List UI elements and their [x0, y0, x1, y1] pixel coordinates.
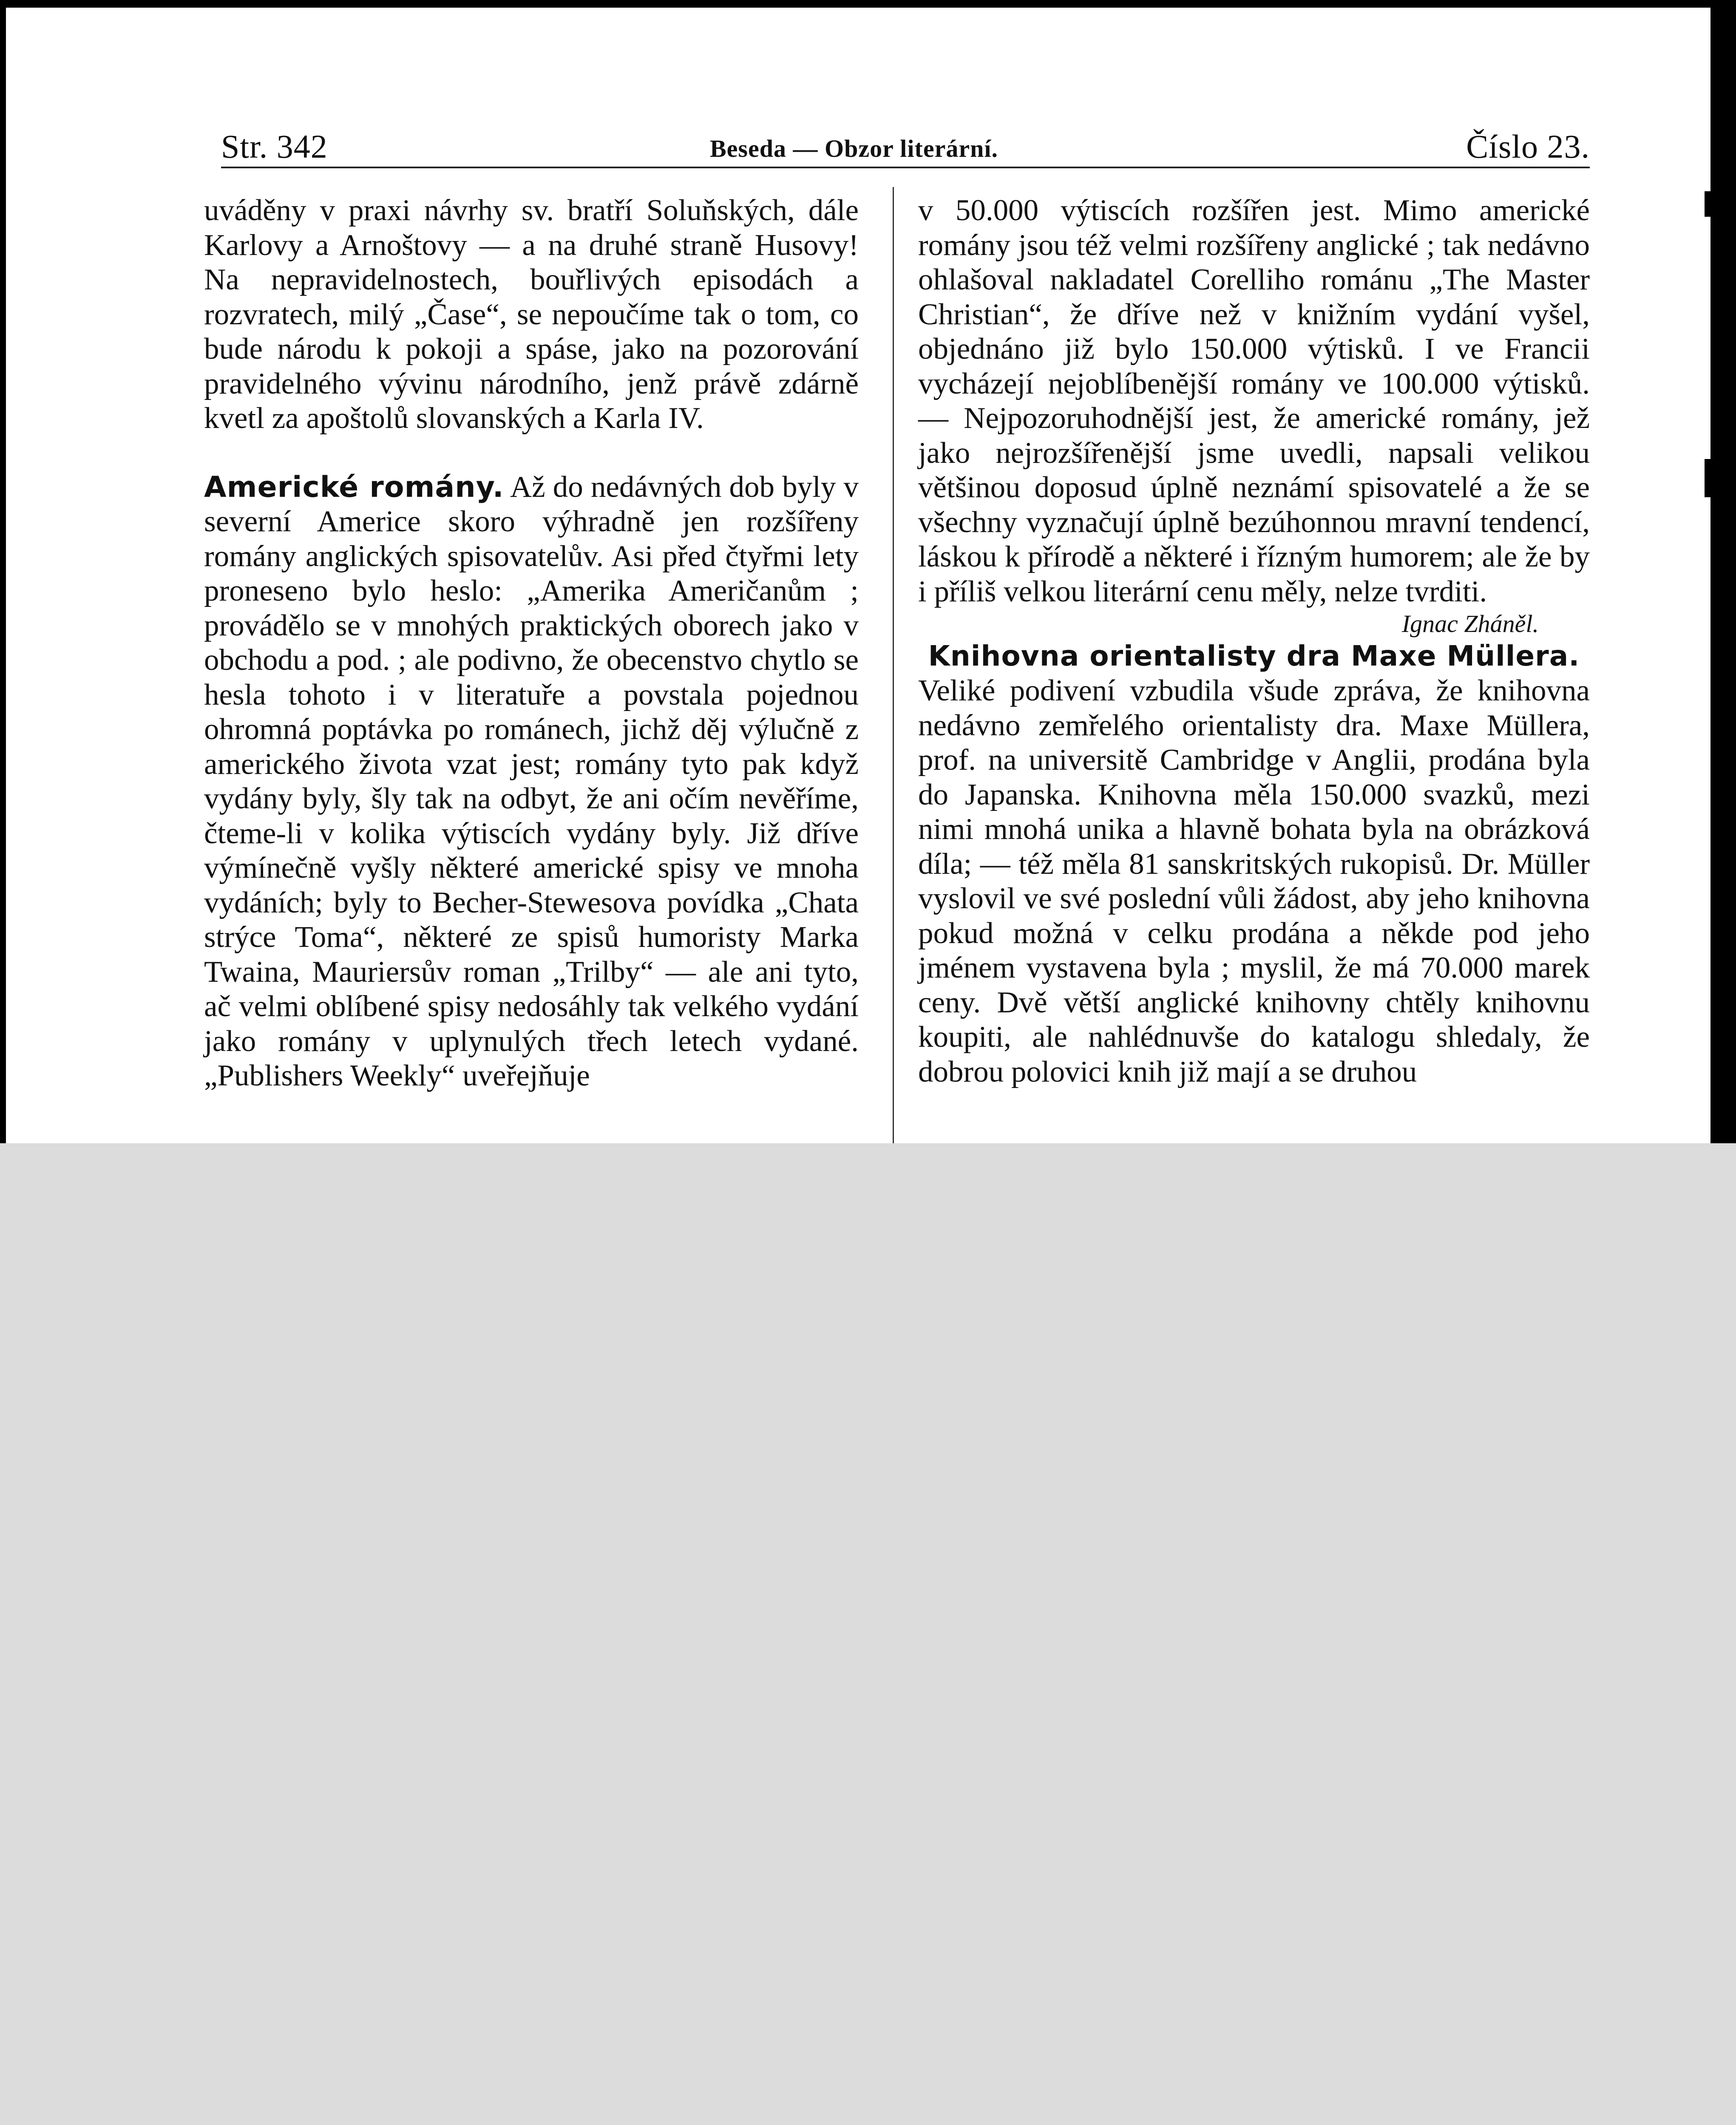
right-column	[918, 193, 1590, 1089]
paragraph: uváděny v praxi návrhy sv. bratří Soluňských, dále Karlovy a Arnoštovy — a na druhé straně Husovy! Na nepravidelnostech, bouřlivých episodách a rozvratech, milý „Čase“, se nepoučíme tak o tom, co bude národu k pokoji a spáse, jako na pozorování pravidelného vývinu národního, jenž právě zdárně kvetl za apoštolů slovanských a Karla IV.	[204, 194, 859, 435]
author-signature: Ignac Zháněl.	[1401, 610, 1539, 638]
page-header	[221, 119, 1590, 170]
paragraph-text: Až do nedávných dob byly v severní Americe skoro výhradně jen rozšířeny romány anglických spisovatelův. Asi před čtyřmi lety proneseno bylo heslo: „Amerika Američanům ; provádělo se v mnohých praktických oborech jako v obchodu a pod. ; ale podivno, že obecenstvo chytlo se hesla tohoto i v literatuře a povstala pojednou ohromná poptávka po románech, jichž děj výlučně z amerického života vzat jest; romány tyto pak když vydány byly, šly tak na odbyt, že ani očím nevěříme, čteme-li v kolika výtiscích vydány byly. Již dříve výmínečně vyšly některé americké spisy ve mnoha vydáních; byly to Becher-Stewesova povídka „Chata strýce Toma“, některé ze spisů humoristy Marka Twaina, Mauriersův roman „Trilby“ — ale ani tyto, ač velmi oblíbené spisy nedosáhly tak velkého vydání jako romány v uplynulých třech letech vydané. „Publishers Weekly“ uveřejňuje	[204, 470, 859, 1092]
issue-number: Číslo 23.	[1466, 128, 1590, 165]
paragraph-gap	[204, 436, 859, 470]
margin-mark	[1705, 191, 1714, 217]
running-title: Beseda — Obzor literární.	[710, 135, 998, 162]
margin-mark	[1705, 459, 1714, 497]
paragraph: v 50.000 výtiscích rozšířen jest. Mimo americké romány jsou též velmi rozšířeny anglické ; tak nedávno ohlašoval nakladatel Corelliho románu „The Master Christian“, že dříve než v knižním vydání vyšel, objednáno již bylo 150.000 výtisků. I ve Francii vycházejí nejoblíbenější romány ve 100.000 výtisků. — Nejpozoruhodnější jest, že americké romány, jež jako nejrozšířenější jsme uvedli, napsali velikou většinou doposud úplně neznámí spisovatelé a že se všechny vyznačují úplně bezúhonnou mravní tendencí, láskou k přírodě a některé i řízným humorem; ale že by i příliš velkou literární cenu měly, nelze tvrditi.	[918, 194, 1590, 608]
header-rule	[221, 167, 1590, 168]
column-divider	[893, 187, 894, 1143]
left-column	[204, 193, 859, 1094]
scan-border-right	[1710, 0, 1736, 1143]
article-heading: Knihovna orientalisty dra Maxe Müllera.	[928, 640, 1580, 672]
article-heading: Americké romány.	[204, 470, 504, 504]
article-americke-romany	[204, 470, 859, 1094]
scan-border-top	[0, 0, 1736, 8]
paragraph: Veliké podivení vzbudila všude zpráva, že knihovna nedávno zemřelého orientalisty dra. Maxe Müllera, prof. na universitě Cambridge v Anglii, prodána byla do Japanska. Knihovna měla 150.000 svazků, mezi nimi mnohá unika a hlavně bohata byla na obrázková díla; — též měla 81 sanskritských rukopisů. Dr. Müller vyslovil ve své poslední vůli žádost, aby jeho knihovna pokud možná v celku prodána a někde pod jeho jménem vystavena byla ; myslil, že má 70.000 marek ceny. Dvě větší anglické knihovny chtěly knihovnu koupiti, ale nahlédnuvše do katalogu shledaly, že dobrou polovici knih již mají a se druhou	[918, 674, 1590, 1088]
scan-border-left	[0, 0, 6, 1143]
page-number: Str. 342	[221, 128, 328, 165]
